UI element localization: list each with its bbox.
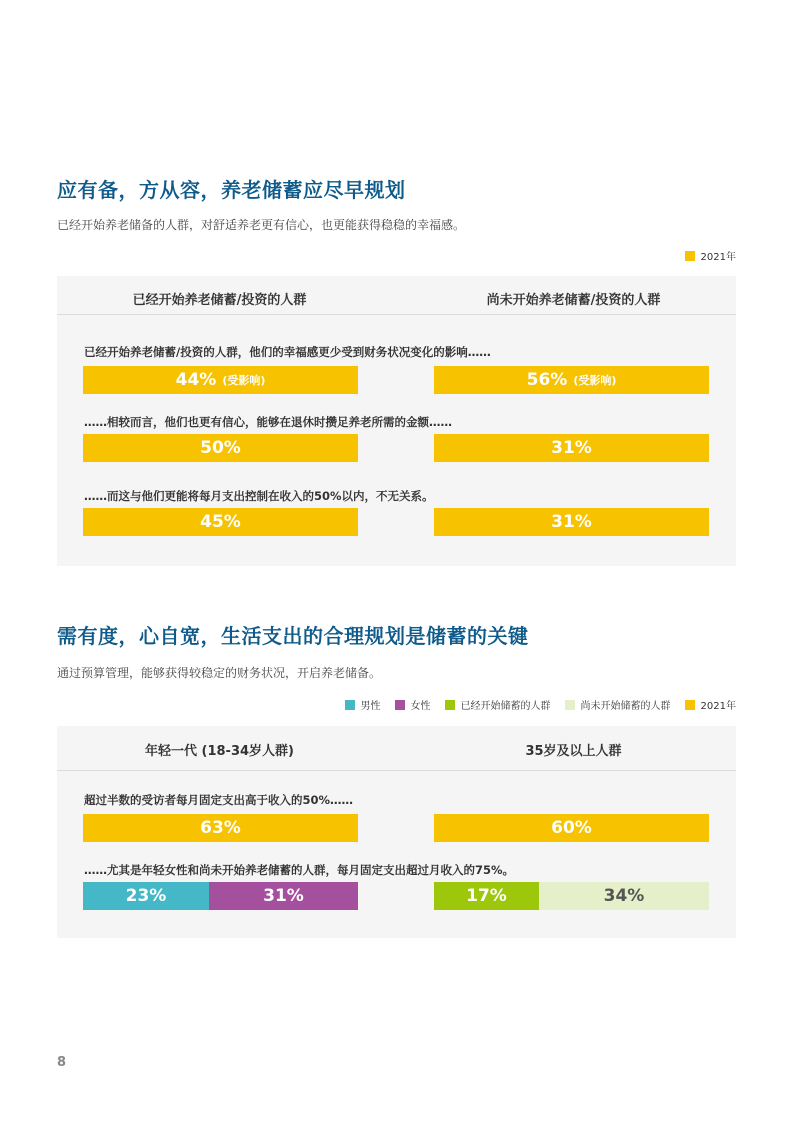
bar-value: 50% xyxy=(200,438,241,458)
section2-question-1: 超过半数的受访者每月固定支出高于收入的50%…… xyxy=(84,793,354,807)
section1-question-3: ……而这与他们更能将每月支出控制在收入的50%以内，不无关系。 xyxy=(84,489,434,503)
legend-item-notstarted xyxy=(565,697,671,712)
bar-started-row2 xyxy=(83,434,358,462)
stacked-bar-young xyxy=(83,882,358,910)
section1-col-right-heading: 尚未开始养老储蓄/投资的人群 xyxy=(486,293,661,308)
legend-swatch xyxy=(345,700,355,710)
section1-title: 应有备，方从容，养老储蓄应尽早规划 xyxy=(57,178,406,202)
section1-legend xyxy=(671,248,736,263)
stacked-bar-35plus xyxy=(434,882,709,910)
legend-swatch xyxy=(685,251,695,261)
bar-value: 31% xyxy=(551,512,592,532)
bar-value: 31% xyxy=(551,438,592,458)
legend-swatch xyxy=(565,700,575,710)
legend-label: 男性 xyxy=(360,701,381,712)
bar-started-row1 xyxy=(83,366,358,394)
bar-value: 17% xyxy=(466,886,507,906)
section2-divider xyxy=(57,770,736,771)
legend-label: 已经开始储蓄的人群 xyxy=(460,701,551,712)
bar-notstarted-row1 xyxy=(434,366,709,394)
legend-item-2021 xyxy=(685,697,736,712)
bar-note: (受影响) xyxy=(573,374,617,387)
legend-label: 2021年 xyxy=(700,701,736,712)
bar-segment-female xyxy=(209,882,358,910)
legend-swatch xyxy=(685,700,695,710)
legend-label: 女性 xyxy=(410,701,431,712)
bar-value: 34% xyxy=(603,886,645,906)
section1-question-1: 已经开始养老储蓄/投资的人群，他们的幸福感更少受到财务状况变化的影响…… xyxy=(84,345,491,359)
bar-notstarted-row2 xyxy=(434,434,709,462)
section1-panel xyxy=(57,276,736,566)
bar-started-row3 xyxy=(83,508,358,536)
section2-question-2: ……尤其是年轻女性和尚未开始养老储蓄的人群，每月固定支出超过月收入的75%。 xyxy=(84,863,515,877)
bar-note: (受影响) xyxy=(222,374,266,387)
section1-question-2: ……相较而言，他们也更有信心，能够在退休时攒足养老所需的金额…… xyxy=(84,415,452,429)
bar-value: 23% xyxy=(125,886,167,906)
legend-item-started xyxy=(445,697,551,712)
section2-legend xyxy=(331,697,736,712)
legend-item-male xyxy=(345,697,381,712)
bar-value: 60% xyxy=(551,818,592,838)
legend-swatch xyxy=(395,700,405,710)
section2-col-left-heading: 年轻一代 (18-34岁人群) xyxy=(145,744,294,759)
bar-segment-male xyxy=(83,882,209,910)
bar-segment-notstarted xyxy=(539,882,709,910)
bar-value: 31% xyxy=(263,886,304,906)
bar-value: 63% xyxy=(200,818,241,838)
bar-value: 45% xyxy=(200,512,241,532)
bar-value: 44% xyxy=(175,370,217,390)
legend-swatch xyxy=(445,700,455,710)
section2-panel xyxy=(57,726,736,938)
legend-item-2021 xyxy=(685,248,736,263)
section1-col-left-heading: 已经开始养老储蓄/投资的人群 xyxy=(132,293,307,308)
legend-item-female xyxy=(395,697,431,712)
legend-label: 尚未开始储蓄的人群 xyxy=(580,701,671,712)
bar-segment-started xyxy=(434,882,539,910)
section2-title: 需有度，心自宽，生活支出的合理规划是储蓄的关键 xyxy=(57,624,529,648)
section1-divider xyxy=(57,314,736,315)
bar-young-row1 xyxy=(83,814,358,842)
bar-notstarted-row3 xyxy=(434,508,709,536)
section2-col-right-heading: 35岁及以上人群 xyxy=(525,744,622,759)
section1-subtitle: 已经开始养老储备的人群，对舒适养老更有信心，也更能获得稳稳的幸福感。 xyxy=(57,218,466,232)
bar-35plus-row1 xyxy=(434,814,709,842)
legend-label: 2021年 xyxy=(700,252,736,263)
section2-subtitle: 通过预算管理，能够获得较稳定的财务状况，开启养老储备。 xyxy=(57,666,382,680)
bar-value: 56% xyxy=(526,370,568,390)
page-number: 8 xyxy=(57,1055,67,1070)
